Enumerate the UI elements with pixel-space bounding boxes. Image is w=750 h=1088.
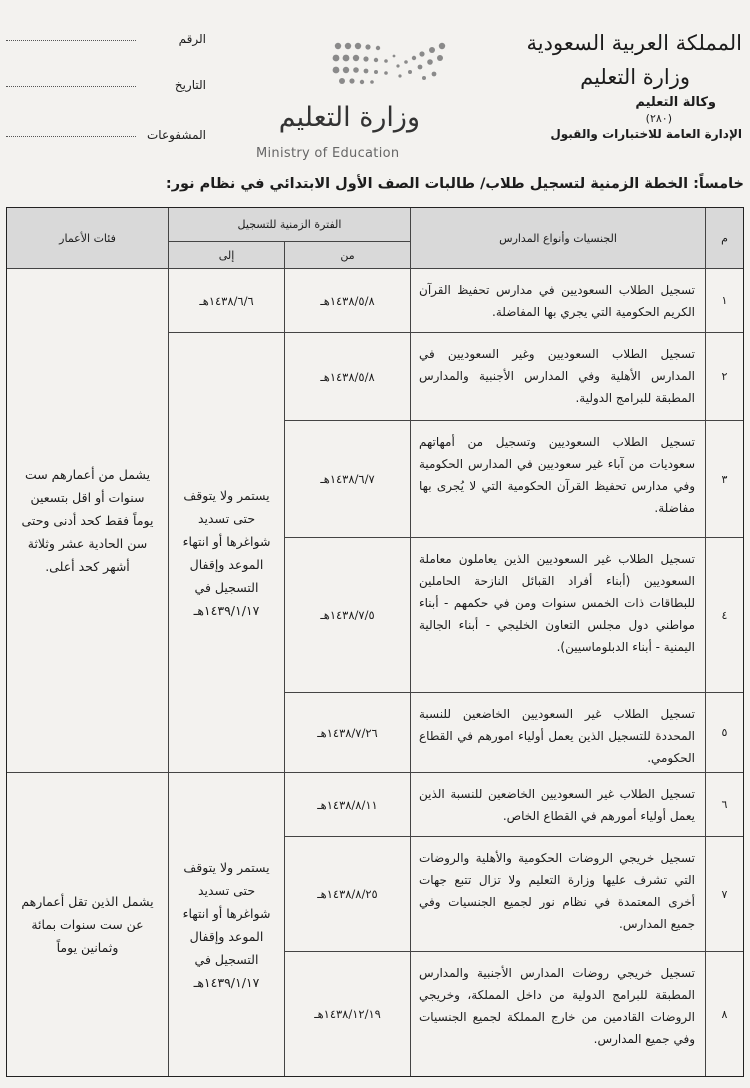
letterhead-right bbox=[512, 26, 742, 142]
row-from-date: ١٤٣٨/٥/٨هـ bbox=[284, 269, 410, 333]
row-num: ١ bbox=[705, 269, 743, 333]
row-num: ٥ bbox=[705, 693, 743, 773]
age-group-1: يشمل من أعمارهم ست سنوات أو اقل بتسعين يوماً فقط كحد أدنى وحتى سن الحادية عشر وثلاثة أشهر كحد أعلى. bbox=[7, 269, 168, 773]
row-description: تسجيل الطلاب غير السعوديين الخاضعين للنسبة المحددة للتسجيل الذين يعمل أولياء امورهم في القطاع الحكومي. bbox=[410, 693, 705, 773]
header-description: الجنسيات وأنواع المدارس bbox=[410, 208, 705, 269]
schedule-table bbox=[6, 207, 744, 1077]
header-to: إلى bbox=[168, 242, 284, 269]
logo-english-name: Ministry of Education bbox=[256, 146, 400, 161]
ministry-logo bbox=[250, 38, 440, 168]
age-group-2: يشمل الذين تقل أعمارهم عن ست سنوات بمائة وثمانين يوماً bbox=[21, 894, 154, 955]
row-description: تسجيل خريجي روضات المدارس الأجنبية والمدارس المطبقة للبرامج الدولية من داخل المملكة، وخريجي الروضات القادمين من خارج المملكة لجميع الجنسيات وفي جميع المدارس. bbox=[410, 952, 705, 1076]
number-field-label: الرقم bbox=[178, 32, 206, 46]
department-name: الإدارة العامة للاختبارات والقبول bbox=[550, 127, 742, 141]
attachments-field-line bbox=[6, 136, 136, 137]
header-num: م bbox=[705, 208, 743, 269]
kingdom-name: المملكة العربية السعودية bbox=[526, 31, 742, 55]
date-field-line bbox=[6, 86, 136, 87]
row-description: تسجيل الطلاب السعوديين في مدارس تحفيظ القرآن الكريم الحكومية التي يجري بها المفاضلة. bbox=[410, 269, 705, 333]
row-from-date: ١٤٣٨/٥/٨هـ bbox=[284, 333, 410, 421]
row-description: تسجيل الطلاب السعوديين وغير السعوديين في المدارس الأهلية وفي المدارس الأجنبية والمدارس المطبقة للبرامج الدولية. bbox=[410, 333, 705, 421]
to-continuous-group1: يستمر ولا يتوقف حتى تسديد شواغرها أو انتهاء الموعد وإقفال التسجيل في ١٤٣٩/١/١٧هـ bbox=[168, 333, 284, 773]
logo-arabic-name: وزارة التعليم bbox=[278, 102, 420, 133]
section-title: خامساً: الخطة الزمنية لتسجيل طلاب/ طالبات الصف الأول الابتدائي في نظام نور: bbox=[165, 176, 744, 192]
to-continuous-group2: يستمر ولا يتوقف حتى تسديد شواغرها أو انتهاء الموعد وإقفال التسجيل في ١٤٣٩/١/١٧هـ bbox=[168, 773, 284, 1076]
row-description: تسجيل خريجي الروضات الحكومية والأهلية والروضات التي تشرف عليها وزارة التعليم ولا تزال تتبع جهات أخرى المعتمدة في نظام نور لجميع الجنسيات وفي جميع المدارس. bbox=[410, 837, 705, 952]
row-description: تسجيل الطلاب غير السعوديين الخاضعين للنسبة الذين يعمل أولياء أمورهم في القطاع الخاص. bbox=[410, 773, 705, 837]
header-from: من bbox=[284, 242, 410, 269]
row-to-date: ١٤٣٨/٦/٦هـ bbox=[168, 269, 284, 333]
header-period: الفترة الزمنية للتسجيل bbox=[168, 208, 410, 242]
attachments-field-row bbox=[6, 128, 206, 150]
department-code: (٢٨٠) bbox=[645, 112, 672, 125]
row-from-date: ١٤٣٨/٨/٢٥هـ bbox=[284, 837, 410, 952]
row-num: ٨ bbox=[705, 952, 743, 1076]
row-num: ٧ bbox=[705, 837, 743, 952]
attachments-field-label: المشفوعات bbox=[146, 128, 206, 142]
row-num: ٣ bbox=[705, 421, 743, 538]
date-field-row bbox=[6, 78, 206, 100]
row-from-date: ١٤٣٨/٧/٥هـ bbox=[284, 538, 410, 693]
row-num: ٤ bbox=[705, 538, 743, 693]
header-age-groups: فئات الأعمار bbox=[7, 208, 168, 269]
number-field-row bbox=[6, 32, 206, 54]
row-num: ٢ bbox=[705, 333, 743, 421]
number-field-line bbox=[6, 40, 136, 41]
row-num: ٦ bbox=[705, 773, 743, 837]
row-description: تسجيل الطلاب غير السعوديين الذين يعاملون معاملة السعوديين (أبناء أفراد القبائل النازحة الحاملين للبطاقات ذات الخمس سنوات ومن في حكمهم - أبناء مواطني دول مجلس التعاون الخليجي - أبناء الجالية اليمنية - أبناء الدبلوماسيين). bbox=[410, 538, 705, 693]
logo-dots-icon bbox=[328, 38, 448, 88]
row-description: تسجيل الطلاب السعوديين وتسجيل من أمهاتهم سعوديات من آباء غير سعوديين في المدارس الحكومية وفي مدارس تحفيظ القرآن الحكومية التي لا يُجرى بها مفاضلة. bbox=[410, 421, 705, 538]
row-from-date: ١٤٣٨/٧/٢٦هـ bbox=[284, 693, 410, 773]
row-from-date: ١٤٣٨/١٢/١٩هـ bbox=[284, 952, 410, 1076]
agency-name: وكالة التعليم bbox=[635, 95, 716, 110]
ministry-name: وزارة التعليم bbox=[580, 65, 690, 89]
row-from-date: ١٤٣٨/٨/١١هـ bbox=[284, 773, 410, 837]
row-from-date: ١٤٣٨/٦/٧هـ bbox=[284, 421, 410, 538]
date-field-label: التاريخ bbox=[174, 78, 206, 92]
